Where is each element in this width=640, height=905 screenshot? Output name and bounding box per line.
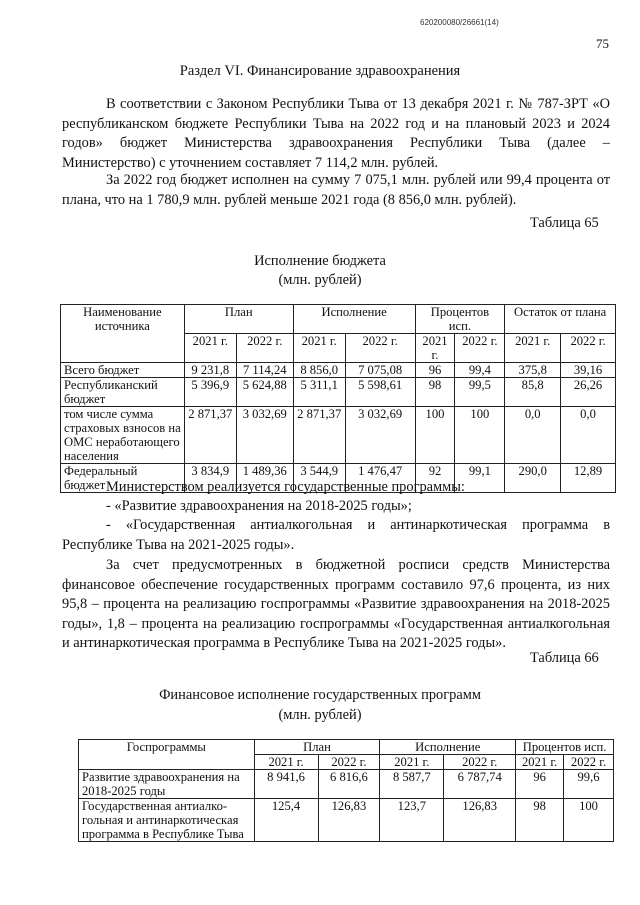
cell: 5 396,9 (184, 378, 236, 407)
cell: 8 587,7 (380, 770, 444, 799)
section-title: Раздел VI. Финансирование здравоохранения (179, 63, 461, 79)
cell: 3 544,9 (293, 464, 345, 493)
cell: 125,4 (254, 799, 318, 842)
cell: 8 941,6 (254, 770, 318, 799)
header-year: 2022 г. (561, 334, 616, 363)
header-year: 2021 г. (254, 755, 318, 770)
header-year: 2022 г. (318, 755, 380, 770)
row-name: Всего бюджет (61, 363, 185, 378)
cell: 39,16 (561, 363, 616, 378)
cell: 26,26 (561, 378, 616, 407)
programs-intro: Министерством реализуется государственные программы: (106, 479, 465, 495)
header-percent: Процентов исп. (415, 305, 505, 334)
cell: 8 856,0 (293, 363, 345, 378)
cell: 290,0 (505, 464, 561, 493)
cell: 9 231,8 (184, 363, 236, 378)
financing-paragraph: За счет предусмотренных в бюджетной росписи средств Министерства финансовое обеспечение государственных программ составило 97,6 процента, из них 95,8 – процента на реализацию госпрограммы «Развитие здравоохранения на 2018-2025 годы», 1,8 – процента на реализацию госпрограммы «Государственная антиалкогольная и антинаркотическая программа в Республике Тыва на 2021-2025 годы». (62, 557, 610, 651)
header-year: 2021 г. (184, 334, 236, 363)
header-plan: План (254, 740, 380, 755)
cell: 2 871,37 (184, 407, 236, 464)
header-year: 2022 г. (236, 334, 293, 363)
cell: 99,6 (564, 770, 614, 799)
cell: 99,1 (455, 464, 505, 493)
cell: 12,89 (561, 464, 616, 493)
cell: 3 834,9 (184, 464, 236, 493)
header-year: 2022 г. (444, 755, 516, 770)
table-row (79, 799, 614, 842)
cell: 3 032,69 (345, 407, 415, 464)
header-year: 2021 г. (415, 334, 455, 363)
table-66-title: Финансовое исполнение государственных программ (159, 687, 481, 703)
page-number: 75 (596, 36, 609, 51)
program-list-item: - «Развитие здравоохранения на 2018-2025 годы»; (106, 498, 412, 514)
row-name: Республиканский бюджет (61, 378, 185, 407)
header-name: Госпрограммы (79, 740, 255, 770)
table-header-row (61, 305, 616, 334)
budget-execution-paragraph: За 2022 год бюджет исполнен на сумму 7 075,1 млн. рублей или 99,4 процента от плана, что на 1 780,9 млн. рублей меньше 2021 года (8 856,0 млн. рублей). (62, 172, 610, 208)
row-name: Федеральный бюджет (61, 464, 185, 493)
row-name: Развитие здравоохранения на 2018-2025 годы (79, 770, 255, 799)
cell: 2 871,37 (293, 407, 345, 464)
cell: 5 598,61 (345, 378, 415, 407)
table-row (61, 407, 616, 464)
cell: 98 (415, 378, 455, 407)
budget-execution-table (60, 304, 616, 493)
table-row (79, 770, 614, 799)
header-plan: План (184, 305, 293, 334)
header-year: 2021 г. (505, 334, 561, 363)
cell: 92 (415, 464, 455, 493)
cell: 100 (415, 407, 455, 464)
header-year: 2022 г. (345, 334, 415, 363)
cell: 7 114,24 (236, 363, 293, 378)
table-row (61, 363, 616, 378)
cell: 3 032,69 (236, 407, 293, 464)
header-year: 2021 г. (380, 755, 444, 770)
table-66-label: Таблица 66 (530, 650, 599, 666)
table-65-label: Таблица 65 (530, 215, 599, 231)
cell: 96 (415, 363, 455, 378)
cell: 5 311,1 (293, 378, 345, 407)
table-row (61, 378, 616, 407)
header-year: 2022 г. (564, 755, 614, 770)
cell: 6 816,6 (318, 770, 380, 799)
header-name: Наименование источника (61, 305, 185, 363)
cell: 1 476,47 (345, 464, 415, 493)
cell: 126,83 (318, 799, 380, 842)
cell: 375,8 (505, 363, 561, 378)
cell: 99,4 (455, 363, 505, 378)
row-name: Государственная антиалко-гольная и антинаркотическая программа в Республике Тыва (79, 799, 255, 842)
header-year: 2021 г. (516, 755, 564, 770)
cell: 85,8 (505, 378, 561, 407)
table-65-unit: (млн. рублей) (278, 272, 362, 288)
cell: 98 (516, 799, 564, 842)
intro-paragraph: В соответствии с Законом Республики Тыва от 13 декабря 2021 г. № 787-ЗРТ «О республиканском бюджете Республики Тыва на 2022 год и на плановый 2023 и 2024 годов» бюджет Министерства здравоохранения Республики Тыва (далее – Министерство) с уточнением составляет 7 114,2 млн. рублей. (62, 96, 610, 171)
cell: 6 787,74 (444, 770, 516, 799)
header-percent: Процентов исп. (516, 740, 614, 755)
cell: 123,7 (380, 799, 444, 842)
cell: 0,0 (505, 407, 561, 464)
header-remainder: Остаток от плана (505, 305, 616, 334)
cell: 100 (455, 407, 505, 464)
table-65-title: Исполнение бюджета (254, 253, 386, 269)
cell: 99,5 (455, 378, 505, 407)
cell: 126,83 (444, 799, 516, 842)
row-name: том числе сумма страховых взносов на ОМС неработающего населения (61, 407, 185, 464)
header-year: 2021 г. (293, 334, 345, 363)
program-list-item: - «Государственная антиалкогольная и антинаркотическая программа в Республике Тыва на 2021-2025 годы». (62, 517, 610, 553)
programs-execution-table (78, 739, 614, 842)
header-execution: Исполнение (293, 305, 415, 334)
cell: 0,0 (561, 407, 616, 464)
header-execution: Исполнение (380, 740, 516, 755)
cell: 1 489,36 (236, 464, 293, 493)
cell: 5 624,88 (236, 378, 293, 407)
document-id: 620200080/26661(14) (420, 18, 499, 27)
cell: 100 (564, 799, 614, 842)
cell: 7 075,08 (345, 363, 415, 378)
header-year: 2022 г. (455, 334, 505, 363)
table-header-row (79, 740, 614, 755)
table-66-unit: (млн. рублей) (278, 707, 362, 723)
cell: 96 (516, 770, 564, 799)
